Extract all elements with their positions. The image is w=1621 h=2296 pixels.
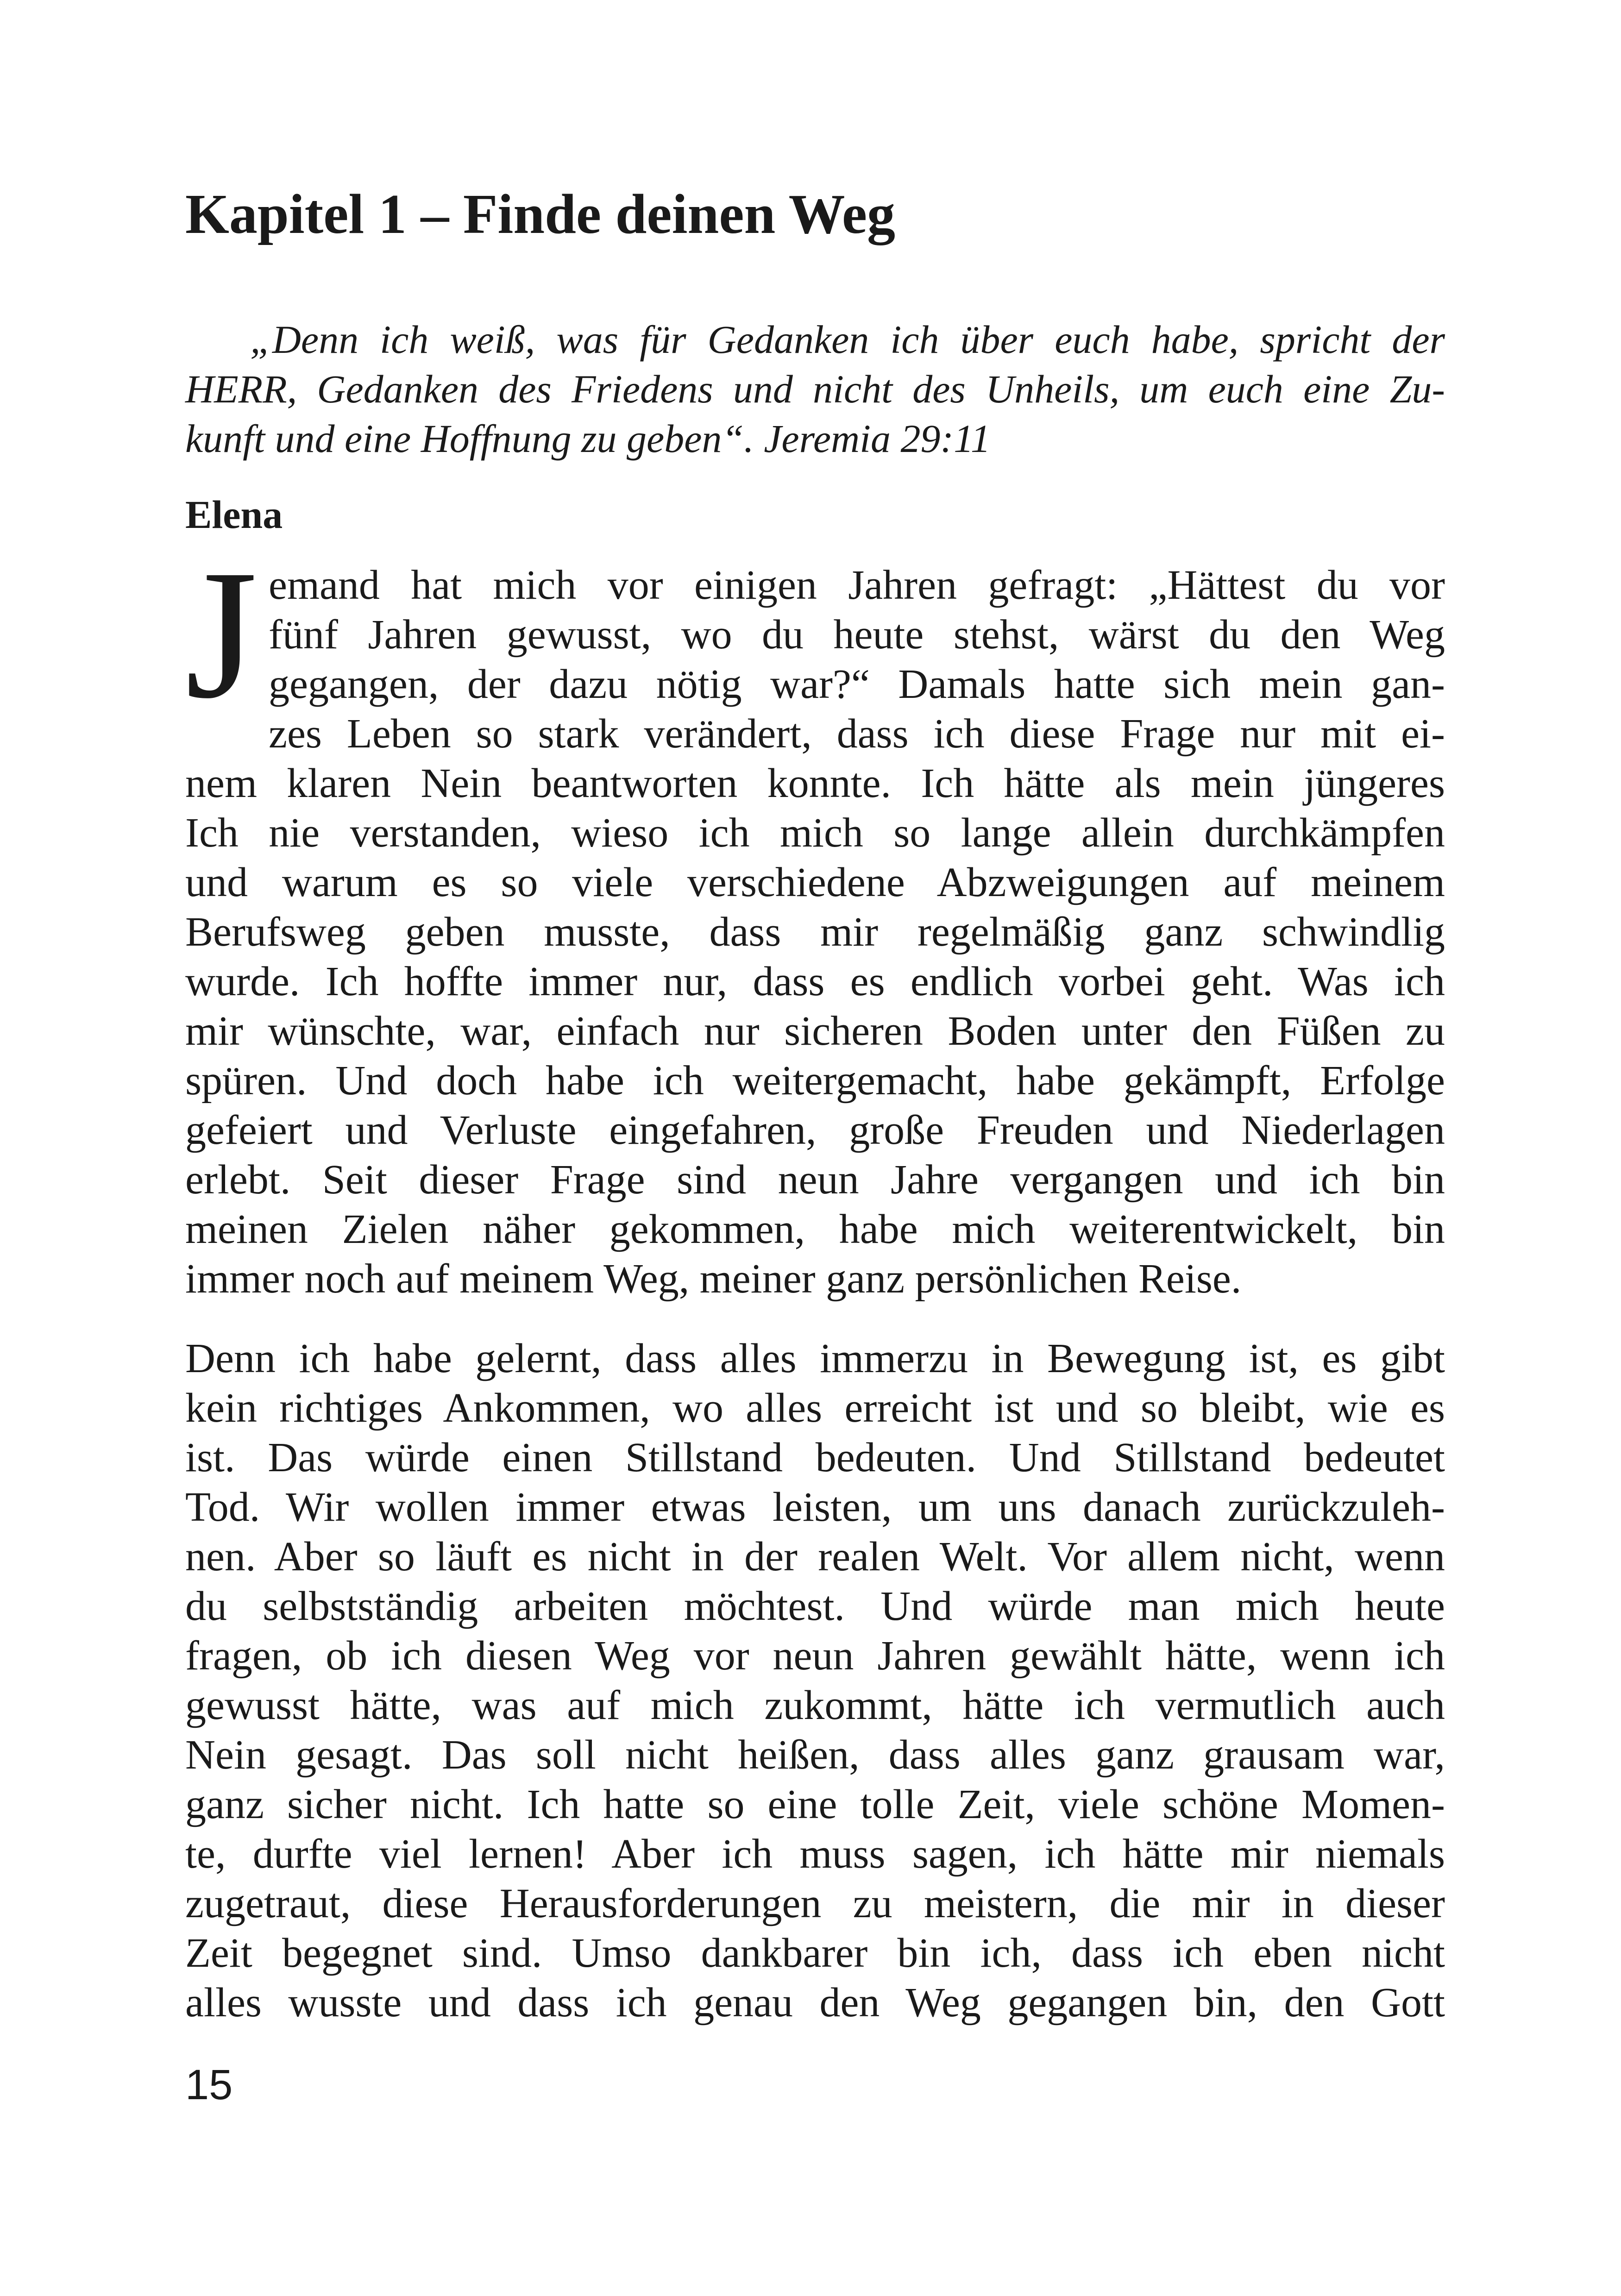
text-line: Ich nie verstanden, wieso ich mich so lange allein durchkämpfen xyxy=(185,810,1445,856)
text-line: ist. Das würde einen Stillstand bedeuten. Und Stillstand bedeutet xyxy=(185,1435,1445,1480)
text-line: erlebt. Seit dieser Frage sind neun Jahre vergangen und ich bin xyxy=(185,1157,1445,1203)
chapter-title: Kapitel 1 – Finde deinen Weg xyxy=(185,183,896,245)
text-line: nem klaren Nein beantworten konnte. Ich hätte als mein jüngeres xyxy=(185,760,1445,806)
bible-quote xyxy=(185,315,1445,464)
quote-text: kunft und eine Hoffnung zu geben“. xyxy=(185,416,754,461)
quote-line: „Denn ich weiß, was für Gedanken ich über euch habe, spricht der xyxy=(250,317,1445,362)
text-line: emand hat mich vor einigen Jahren gefragt: „Hättest du vor xyxy=(269,562,1445,608)
text-line: wurde. Ich hoffte immer nur, dass es endlich vorbei geht. Was ich xyxy=(185,959,1445,1004)
text-line: du selbstständig arbeiten möchtest. Und würde man mich heute xyxy=(185,1583,1445,1629)
quote-line: HERR, Gedanken des Friedens und nicht des Unheils, um euch eine Zu- xyxy=(185,367,1445,411)
quote-line xyxy=(185,414,1445,464)
text-line: meinen Zielen näher gekommen, habe mich weiterentwickelt, bin xyxy=(185,1206,1445,1252)
text-line: und warum es so viele verschiedene Abzweigungen auf meinem xyxy=(185,859,1445,905)
text-line: spüren. Und doch habe ich weitergemacht, habe gekämpft, Erfolge xyxy=(185,1058,1445,1104)
text-line: Tod. Wir wollen immer etwas leisten, um uns danach zurückzuleh- xyxy=(185,1484,1445,1530)
text-line: te, durfte viel lernen! Aber ich muss sagen, ich hätte mir niemals xyxy=(185,1831,1445,1877)
text-line: immer noch auf meinem Weg, meiner ganz persönlichen Reise. xyxy=(185,1256,1242,1302)
text-line: gewusst hätte, was auf mich zukommt, hätte ich vermutlich auch xyxy=(185,1682,1445,1728)
text-line: fragen, ob ich diesen Weg vor neun Jahren gewählt hätte, wenn ich xyxy=(185,1633,1445,1679)
section-author-name: Elena xyxy=(185,492,283,537)
paragraph-1 xyxy=(185,560,1445,1304)
text-line: kein richtiges Ankommen, wo alles erreicht ist und so bleibt, wie es xyxy=(185,1385,1445,1431)
text-line: gefeiert und Verluste eingefahren, große Freuden und Niederlagen xyxy=(185,1107,1445,1153)
paragraph-2 xyxy=(185,1334,1445,2027)
text-line: fünf Jahren gewusst, wo du heute stehst, wärst du den Weg xyxy=(269,612,1445,658)
text-line: zes Leben so stark verändert, dass ich diese Frage nur mit ei- xyxy=(269,711,1445,757)
text-line: alles wusste und dass ich genau den Weg gegangen bin, den Gott xyxy=(185,1980,1445,2026)
quote-reference: Jeremia 29:11 xyxy=(754,416,991,461)
text-line: ganz sicher nicht. Ich hatte so eine tolle Zeit, viele schöne Momen- xyxy=(185,1782,1445,1827)
drop-cap: J xyxy=(185,532,258,737)
text-line: nen. Aber so läuft es nicht in der realen Welt. Vor allem nicht, wenn xyxy=(185,1534,1445,1580)
text-line: Nein gesagt. Das soll nicht heißen, dass alles ganz grausam war, xyxy=(185,1732,1445,1778)
text-line: Zeit begegnet sind. Umso dankbarer bin ich, dass ich eben nicht xyxy=(185,1930,1445,1976)
text-line: Denn ich habe gelernt, dass alles immerzu in Bewegung ist, es gibt xyxy=(185,1336,1445,1381)
text-line: mir wünschte, war, einfach nur sicheren Boden unter den Füßen zu xyxy=(185,1008,1445,1054)
text-line: gegangen, der dazu nötig war?“ Damals hatte sich mein gan- xyxy=(269,661,1445,707)
text-line: Berufsweg geben musste, dass mir regelmäßig ganz schwindlig xyxy=(185,909,1445,955)
page-number: 15 xyxy=(185,2061,233,2108)
text-line: zugetraut, diese Herausforderungen zu meistern, die mir in dieser xyxy=(185,1881,1445,1926)
